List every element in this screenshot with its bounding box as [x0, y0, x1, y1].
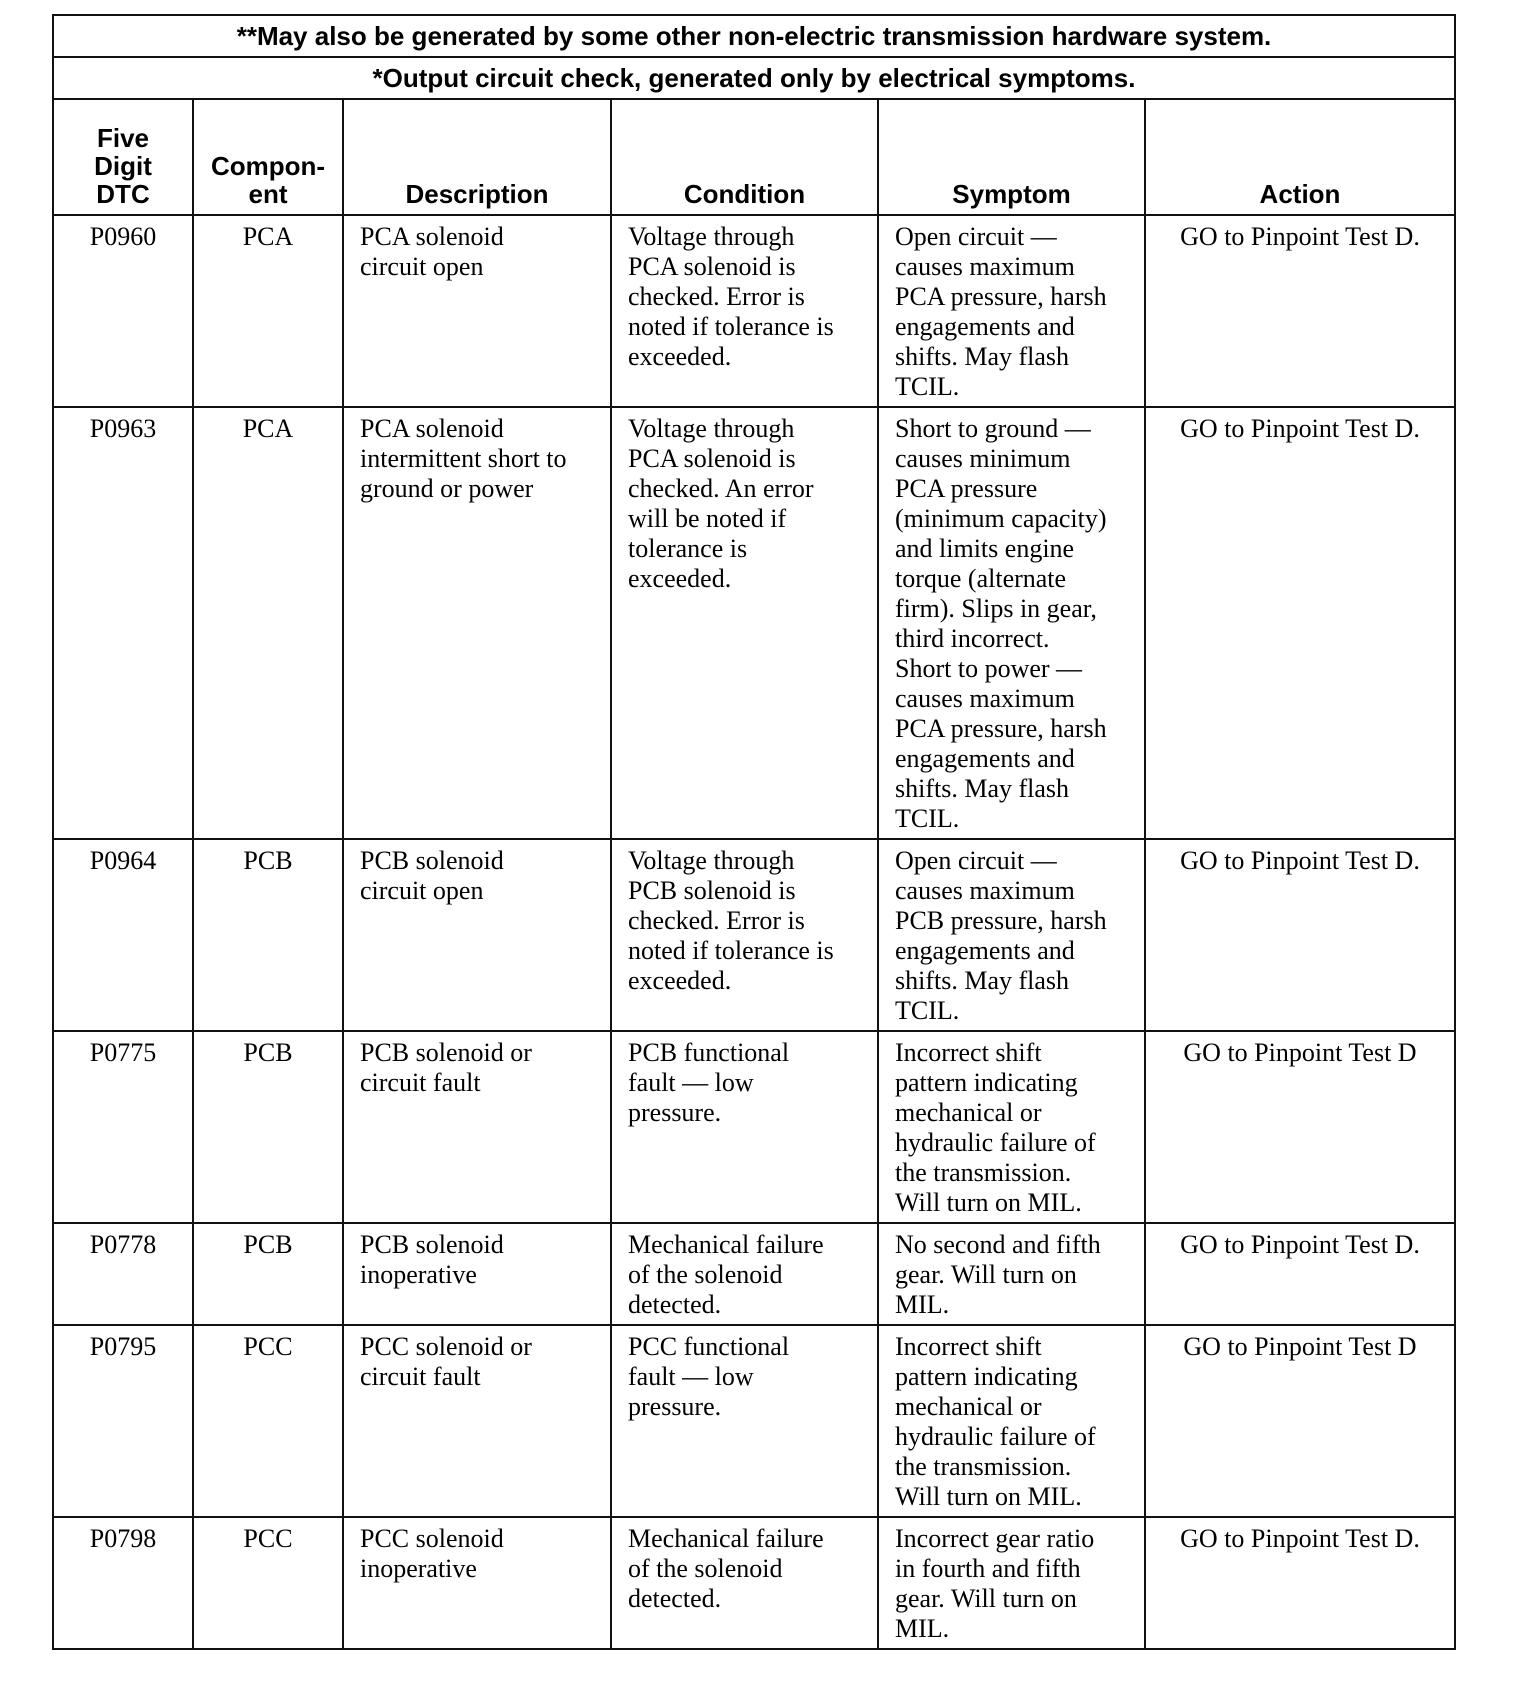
symptom-cell-line: firm). Slips in gear, — [895, 594, 1097, 623]
condition-cell-line: Mechanical failure — [628, 1524, 824, 1553]
header-component-line: ent — [248, 179, 288, 209]
component-cell: PCC — [193, 1517, 343, 1649]
table-row — [53, 215, 1455, 407]
description-cell-line: PCB solenoid — [360, 846, 504, 875]
condition-cell-line: PCA solenoid is — [628, 444, 796, 473]
description-cell-line: PCB solenoid — [360, 1230, 504, 1259]
dtc-table-body — [53, 215, 1455, 1649]
note-double-star: **May also be generated by some other non-electric transmission hardware system. — [53, 15, 1455, 57]
symptom-cell-line: Open circuit — — [895, 846, 1057, 875]
description-cell-line: ground or power — [360, 474, 534, 503]
condition-cell-line: checked. An error — [628, 474, 814, 503]
symptom-cell — [878, 1223, 1145, 1325]
condition-cell-line: noted if tolerance is — [628, 312, 834, 341]
dtc-code-cell: P0775 — [53, 1031, 193, 1223]
condition-cell — [611, 1517, 878, 1649]
condition-cell — [611, 839, 878, 1031]
symptom-cell-line: PCA pressure, harsh — [895, 282, 1107, 311]
dtc-table-page — [52, 14, 1454, 1650]
symptom-cell-line: No second and fifth — [895, 1230, 1101, 1259]
symptom-cell-line: torque (alternate — [895, 564, 1067, 593]
condition-cell-line: exceeded. — [628, 342, 732, 371]
condition-cell-line: checked. Error is — [628, 906, 805, 935]
symptom-cell-line: shifts. May flash — [895, 342, 1070, 371]
dtc-code-cell: P0964 — [53, 839, 193, 1031]
symptom-cell-line: hydraulic failure of — [895, 1422, 1096, 1451]
description-cell — [343, 1325, 611, 1517]
symptom-cell-line: (minimum capacity) — [895, 504, 1107, 533]
header-symptom: Symptom — [878, 99, 1145, 215]
symptom-cell-line: engagements and — [895, 936, 1075, 965]
symptom-cell-line: causes maximum — [895, 684, 1075, 713]
header-description: Description — [343, 99, 611, 215]
symptom-cell-line: Will turn on MIL. — [895, 1188, 1082, 1217]
action-cell: GO to Pinpoint Test D. — [1145, 1223, 1455, 1325]
description-cell — [343, 839, 611, 1031]
symptom-cell-line: in fourth and fifth — [895, 1554, 1081, 1583]
table-row — [53, 407, 1455, 839]
component-cell: PCA — [193, 215, 343, 407]
header-condition: Condition — [611, 99, 878, 215]
symptom-cell-line: engagements and — [895, 312, 1075, 341]
condition-cell-line: noted if tolerance is — [628, 936, 834, 965]
note-row-single-star — [53, 57, 1455, 99]
action-cell: GO to Pinpoint Test D. — [1145, 1517, 1455, 1649]
condition-cell-line: of the solenoid — [628, 1554, 783, 1583]
symptom-cell-line: gear. Will turn on — [895, 1260, 1077, 1289]
dtc-code-cell: P0960 — [53, 215, 193, 407]
dtc-code-cell: P0963 — [53, 407, 193, 839]
symptom-cell — [878, 1517, 1145, 1649]
dtc-code-cell: P0795 — [53, 1325, 193, 1517]
symptom-cell-line: causes maximum — [895, 252, 1075, 281]
description-cell-line: PCA solenoid — [360, 414, 504, 443]
header-dtc — [53, 99, 193, 215]
description-cell — [343, 1223, 611, 1325]
action-cell: GO to Pinpoint Test D — [1145, 1325, 1455, 1517]
symptom-cell-line: PCA pressure, harsh — [895, 714, 1107, 743]
symptom-cell-line: PCB pressure, harsh — [895, 906, 1107, 935]
symptom-cell-line: causes minimum — [895, 444, 1071, 473]
symptom-cell-line: MIL. — [895, 1290, 950, 1319]
condition-cell-line: tolerance is — [628, 534, 748, 563]
condition-cell-line: fault — low — [628, 1362, 754, 1391]
condition-cell-line: fault — low — [628, 1068, 754, 1097]
symptom-cell-line: shifts. May flash — [895, 774, 1070, 803]
condition-cell-line: checked. Error is — [628, 282, 805, 311]
component-cell: PCA — [193, 407, 343, 839]
header-dtc-line: DTC — [96, 179, 150, 209]
action-cell: GO to Pinpoint Test D. — [1145, 215, 1455, 407]
component-cell: PCB — [193, 839, 343, 1031]
symptom-cell — [878, 1325, 1145, 1517]
description-cell-line: PCC solenoid — [360, 1524, 504, 1553]
condition-cell-line: PCB solenoid is — [628, 876, 796, 905]
description-cell — [343, 1031, 611, 1223]
symptom-cell-line: hydraulic failure of — [895, 1128, 1096, 1157]
symptom-cell-line: Incorrect shift — [895, 1332, 1042, 1361]
condition-cell-line: exceeded. — [628, 564, 732, 593]
symptom-cell-line: causes maximum — [895, 876, 1075, 905]
symptom-cell — [878, 1031, 1145, 1223]
symptom-cell-line: TCIL. — [895, 804, 960, 833]
symptom-cell-line: the transmission. — [895, 1452, 1072, 1481]
symptom-cell-line: Open circuit — — [895, 222, 1057, 251]
table-row — [53, 1223, 1455, 1325]
description-cell — [343, 215, 611, 407]
symptom-cell-line: TCIL. — [895, 372, 960, 401]
symptom-cell-line: TCIL. — [895, 996, 960, 1025]
condition-cell-line: Voltage through — [628, 222, 795, 251]
action-cell: GO to Pinpoint Test D — [1145, 1031, 1455, 1223]
condition-cell-line: will be noted if — [628, 504, 787, 533]
condition-cell-line: detected. — [628, 1290, 722, 1319]
condition-cell-line: PCA solenoid is — [628, 252, 796, 281]
action-cell: GO to Pinpoint Test D. — [1145, 839, 1455, 1031]
symptom-cell-line: Short to power — — [895, 654, 1083, 683]
symptom-cell-line: engagements and — [895, 744, 1075, 773]
table-row — [53, 1031, 1455, 1223]
condition-cell-line: pressure. — [628, 1098, 722, 1127]
header-dtc-line: Digit — [94, 151, 152, 181]
condition-cell-line: pressure. — [628, 1392, 722, 1421]
table-row — [53, 839, 1455, 1031]
condition-cell-line: Voltage through — [628, 846, 795, 875]
note-row-double-star — [53, 15, 1455, 57]
table-row — [53, 1517, 1455, 1649]
symptom-cell — [878, 839, 1145, 1031]
condition-cell-line: of the solenoid — [628, 1260, 783, 1289]
description-cell-line: inoperative — [360, 1554, 477, 1583]
description-cell-line: PCA solenoid — [360, 222, 504, 251]
component-cell: PCB — [193, 1031, 343, 1223]
symptom-cell-line: Will turn on MIL. — [895, 1482, 1082, 1511]
symptom-cell-line: pattern indicating — [895, 1362, 1078, 1391]
description-cell-line: inoperative — [360, 1260, 477, 1289]
description-cell-line: circuit open — [360, 252, 484, 281]
symptom-cell-line: Short to ground — — [895, 414, 1091, 443]
description-cell-line: circuit open — [360, 876, 484, 905]
header-component — [193, 99, 343, 215]
condition-cell-line: Mechanical failure — [628, 1230, 824, 1259]
header-dtc-line: Five — [96, 123, 150, 153]
symptom-cell-line: mechanical or — [895, 1392, 1042, 1421]
symptom-cell — [878, 215, 1145, 407]
condition-cell-line: detected. — [628, 1584, 722, 1613]
component-cell: PCB — [193, 1223, 343, 1325]
condition-cell-line: Voltage through — [628, 414, 795, 443]
description-cell-line: PCB solenoid or — [360, 1038, 532, 1067]
header-component-line: Compon- — [210, 151, 326, 181]
component-cell: PCC — [193, 1325, 343, 1517]
condition-cell-line: PCC functional — [628, 1332, 790, 1361]
condition-cell — [611, 1325, 878, 1517]
note-single-star: *Output circuit check, generated only by electrical symptoms. — [53, 57, 1455, 99]
dtc-code-cell: P0798 — [53, 1517, 193, 1649]
symptom-cell — [878, 407, 1145, 839]
symptom-cell-line: third incorrect. — [895, 624, 1050, 653]
dtc-code-cell: P0778 — [53, 1223, 193, 1325]
symptom-cell-line: MIL. — [895, 1614, 950, 1643]
symptom-cell-line: Incorrect shift — [895, 1038, 1042, 1067]
header-action: Action — [1145, 99, 1455, 215]
condition-cell — [611, 215, 878, 407]
description-cell-line: circuit fault — [360, 1362, 481, 1391]
description-cell — [343, 1517, 611, 1649]
symptom-cell-line: PCA pressure — [895, 474, 1038, 503]
column-header-row — [53, 99, 1455, 215]
symptom-cell-line: mechanical or — [895, 1098, 1042, 1127]
symptom-cell-line: shifts. May flash — [895, 966, 1070, 995]
description-cell — [343, 407, 611, 839]
symptom-cell-line: and limits engine — [895, 534, 1075, 563]
symptom-cell-line: Incorrect gear ratio — [895, 1524, 1095, 1553]
symptom-cell-line: the transmission. — [895, 1158, 1072, 1187]
condition-cell — [611, 1031, 878, 1223]
symptom-cell-line: pattern indicating — [895, 1068, 1078, 1097]
action-cell: GO to Pinpoint Test D. — [1145, 407, 1455, 839]
condition-cell — [611, 1223, 878, 1325]
symptom-cell-line: gear. Will turn on — [895, 1584, 1077, 1613]
condition-cell — [611, 407, 878, 839]
condition-cell-line: PCB functional — [628, 1038, 790, 1067]
description-cell-line: PCC solenoid or — [360, 1332, 532, 1361]
condition-cell-line: exceeded. — [628, 966, 732, 995]
description-cell-line: circuit fault — [360, 1068, 481, 1097]
description-cell-line: intermittent short to — [360, 444, 567, 473]
table-row — [53, 1325, 1455, 1517]
dtc-table — [52, 14, 1456, 1650]
